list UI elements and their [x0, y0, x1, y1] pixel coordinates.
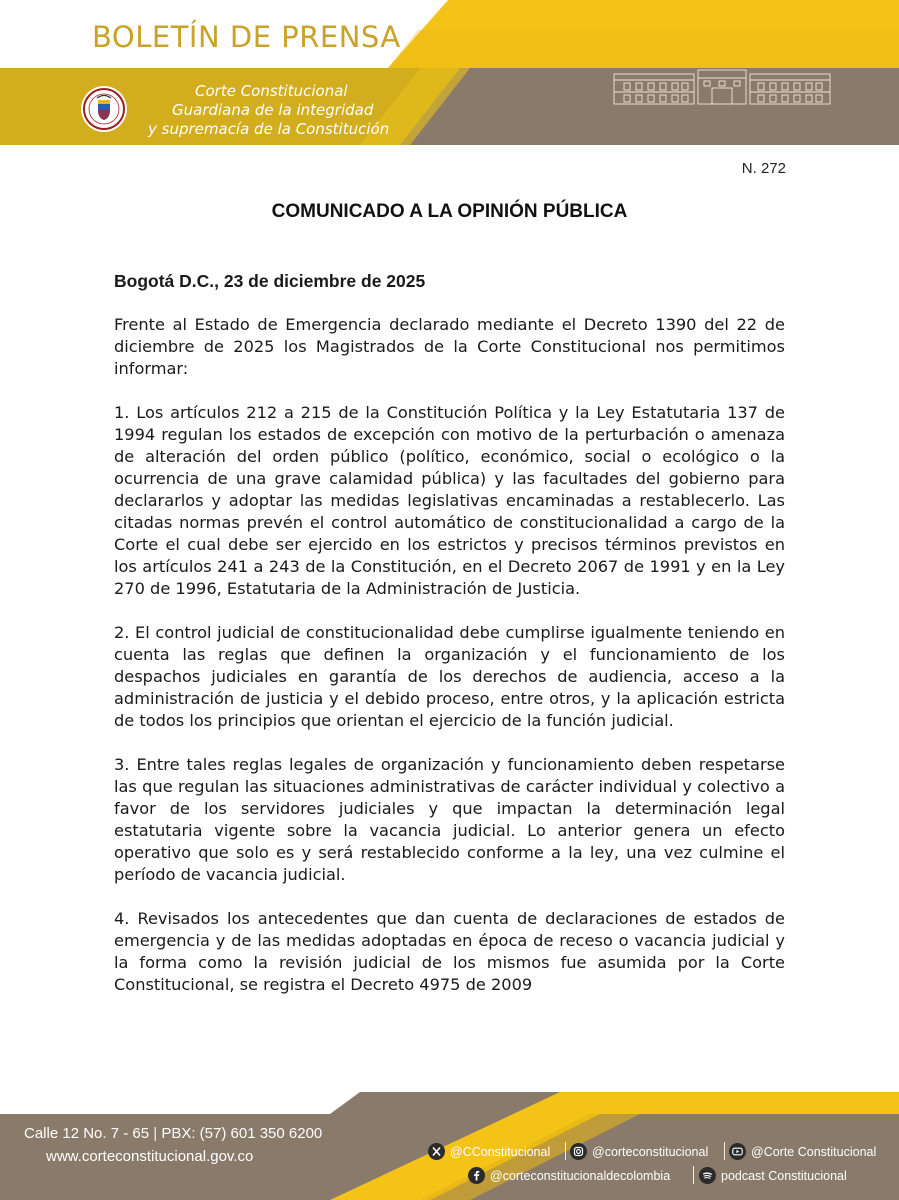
x-icon — [428, 1143, 445, 1160]
social-x-handle: @CConstitucional — [450, 1144, 551, 1159]
document-title: COMUNICADO A LA OPINIÓN PÚBLICA — [271, 201, 628, 222]
social-podcast[interactable] — [699, 1167, 847, 1184]
social-podcast-label: podcast Constitucional — [721, 1168, 847, 1183]
header-yellow-stripe — [388, 0, 899, 68]
pbx-text: PBX: (57) 601 350 6200 — [161, 1125, 323, 1142]
social-youtube[interactable] — [729, 1143, 876, 1160]
paragraph-3: 3. Entre tales reglas legales de organización y funcionamiento deben respetarse las que regulan las situaciones administrativas de carácter individual y colectivo a favor de los servidores judiciales y que impactan la determinación legal estatutaria vigente sobre la vacancia judicial. Lo anterior genera un efecto operativo que solo es y será restablecido conforme a la ley, una vez culmine el período de vacancia judicial. — [114, 755, 785, 884]
address-separator: | — [153, 1125, 162, 1142]
social-instagram-handle: @corteconstitucional — [592, 1144, 709, 1159]
social-divider — [565, 1142, 566, 1160]
paragraph-1: 1. Los artículos 212 a 215 de la Constitución Política y la Ley Estatutaria 137 de 1994 regulan los estados de excepción con motivo de la perturbación o amenaza de alteración del orden público (político, económico, social o ecológico o la ocurrencia de una grave calamidad pública) y las facultades del gobierno para declararlos y adoptar las medidas legislativas encaminadas a restablecerlo. Las citadas normas prevén el control automático de constitucionalidad a cargo de la Corte el cual debe ser ejercido en los estrictos y precisos términos previstos en los artículos 241 a 243 de la Constitución, en el Decreto 2067 de 1991 y en la Ley 270 de 1996, Estatutaria de la Administración de Justicia. — [114, 403, 785, 598]
facebook-icon — [468, 1167, 485, 1184]
social-divider — [693, 1166, 694, 1184]
social-x[interactable] — [428, 1143, 550, 1160]
address-text: Calle 12 No. 7 - 65 — [24, 1125, 150, 1142]
footer-address — [24, 1125, 322, 1142]
social-youtube-handle: @Corte Constitucional — [751, 1144, 877, 1159]
footer-website[interactable]: www.corteconstitucional.gov.co — [46, 1148, 254, 1165]
paragraph-2: 2. El control judicial de constitucionalidad debe cumplirse igualmente teniendo en cuenta las reglas que definen la organización y el funcionamiento de los despachos judiciales en garantía de los derechos de audiencia, acceso a la administración de justicia y el debido proceso, entre otros, y la aplicación estricta de todos los principios que orientan el ejercicio de la función judicial. — [114, 623, 785, 730]
instagram-icon — [570, 1143, 587, 1160]
bulletin-title: BOLETÍN DE PRENSA — [92, 20, 401, 54]
spotify-icon — [699, 1167, 716, 1184]
court-building-icon — [612, 66, 832, 106]
institution-motto-line1: Guardiana de la integridad — [172, 101, 374, 119]
document-body — [114, 270, 785, 996]
institution-motto-line2: y supremacía de la Constitución — [148, 120, 390, 138]
court-seal-icon — [80, 85, 128, 133]
paragraph-intro: Frente al Estado de Emergencia declarado mediante el Decreto 1390 del 22 de diciembre de 2025 los Magistrados de la Corte Constitucional nos permitimos informar: — [114, 315, 785, 378]
social-facebook[interactable] — [468, 1167, 670, 1184]
institution-name: Corte Constitucional — [195, 82, 348, 100]
dateline: Bogotá D.C., 23 de diciembre de 2025 — [114, 271, 426, 291]
social-instagram[interactable] — [570, 1143, 708, 1160]
social-divider — [724, 1142, 725, 1160]
youtube-icon — [729, 1143, 746, 1160]
document-number: N. 272 — [741, 160, 786, 177]
social-facebook-handle: @corteconstitucionaldecolombia — [490, 1168, 671, 1183]
paragraph-4: 4. Revisados los antecedentes que dan cuenta de declaraciones de estados de emergencia y de las medidas adoptadas en época de receso o vacancia judicial y la forma como la revisión judicial de los mismos fue asumida por la Corte Constitucional, se registra el Decreto 4975 de 2009 — [114, 909, 785, 994]
